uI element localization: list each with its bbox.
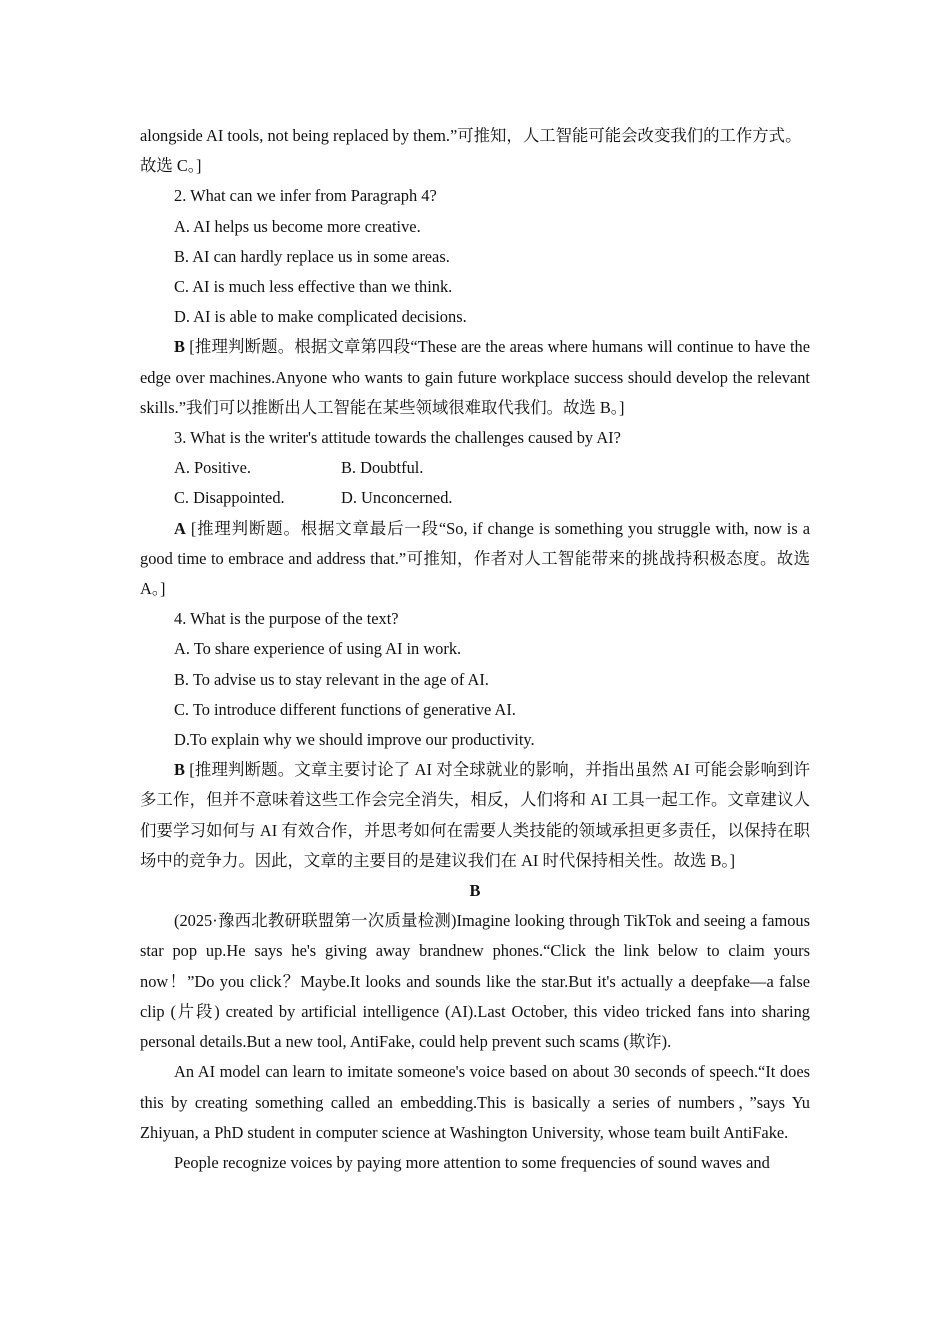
q3-option-c: C. Disappointed. <box>174 488 285 508</box>
q4-answer <box>140 755 810 876</box>
q3-option-d: D. Unconcerned. <box>341 488 453 508</box>
q2-option-d: D. AI is able to make complicated decisions. <box>174 307 467 327</box>
q2-option-a: A. AI helps us become more creative. <box>174 216 421 236</box>
section-b-heading: B <box>469 881 481 901</box>
q2-answer-letter: B <box>174 337 185 357</box>
q4-option-a: A. To share experience of using AI in work. <box>174 639 462 659</box>
q4-answer-letter: B <box>174 760 185 780</box>
q3-answer <box>140 514 810 605</box>
question-2: 2. What can we infer from Paragraph 4? <box>174 186 437 206</box>
q4-option-b: B. To advise us to stay relevant in the age of AI. <box>174 669 489 689</box>
passage-paragraph-3: People recognize voices by paying more attention to some frequencies of sound waves and <box>174 1152 770 1172</box>
passage-paragraph-2: An AI model can learn to imitate someone's voice based on about 30 seconds of speech.“It does this by creating something called an embedding.This is basically a series of numbers，”says Yu Zhiyuan, a PhD student in computer science at Washington University, whose team built AntiFake. <box>140 1062 810 1142</box>
question-3: 3. What is the writer's attitude towards the challenges caused by AI? <box>174 428 621 448</box>
q3-options-row-2 <box>140 483 810 513</box>
q2-option-b: B. AI can hardly replace us in some areas. <box>174 246 450 266</box>
q4-option-c: C. To introduce different functions of generative AI. <box>174 699 516 719</box>
q4-option-d: D.To explain why we should improve our productivity. <box>174 730 535 750</box>
q1-explanation-line2: 故选 C。] <box>140 156 202 176</box>
q3-option-a: A. Positive. <box>174 458 251 478</box>
document-body <box>140 121 810 1178</box>
q4-answer-explanation: [推理判断题。文章主要讨论了 AI 对全球就业的影响，并指出虽然 AI 可能会影响到许多工作，但并不意味着这些工作会完全消失，相反，人们将和 AI 工具一起工作。文章建议人们要学习如何与 AI 有效合作，并思考如何在需要人类技能的领域承担更多责任，以保持在职场中的竞争力。因此，文章的主要目的是建议我们在 AI 时代保持相关性。故选 B。] <box>140 760 810 870</box>
q2-option-c: C. AI is much less effective than we think. <box>174 277 453 297</box>
q3-answer-explanation: [推理判断题。根据文章最后一段“So, if change is something you struggle with, now is a good time to embrace and address that.”可推知，作者对人工智能带来的挑战持积极态度。故选 A。] <box>140 518 810 599</box>
q2-answer-explanation: [推理判断题。根据文章第四段“These are the areas where humans will continue to have the edge over machines.Anyone who wants to gain future workplace success should develop the relevant skills.”我们可以推断出人工智能在某些领域很难取代我们。故选 B。] <box>140 337 810 417</box>
q3-answer-letter: A <box>174 518 186 538</box>
q2-answer <box>140 332 810 423</box>
q3-option-b: B. Doubtful. <box>341 458 424 478</box>
q3-options-row-1 <box>140 453 810 483</box>
question-4: 4. What is the purpose of the text? <box>174 609 399 629</box>
passage-paragraph-1: (2025·豫西北教研联盟第一次质量检测)Imagine looking through TikTok and seeing a famous star pop up.He says he's giving away brandnew phones.“Click the link below to claim yours now！”Do you click？Maybe.It looks and sounds like the star.But it's actually a deepfake—a false clip (片段) created by artificial intelligence (AI).Last October, this video tricked fans into sharing personal details.But a new tool, AntiFake, could help prevent such scams (欺诈). <box>140 911 810 1052</box>
q1-explanation-line1: alongside AI tools, not being replaced by them.”可推知，人工智能可能会改变我们的工作方式。 <box>140 126 802 145</box>
